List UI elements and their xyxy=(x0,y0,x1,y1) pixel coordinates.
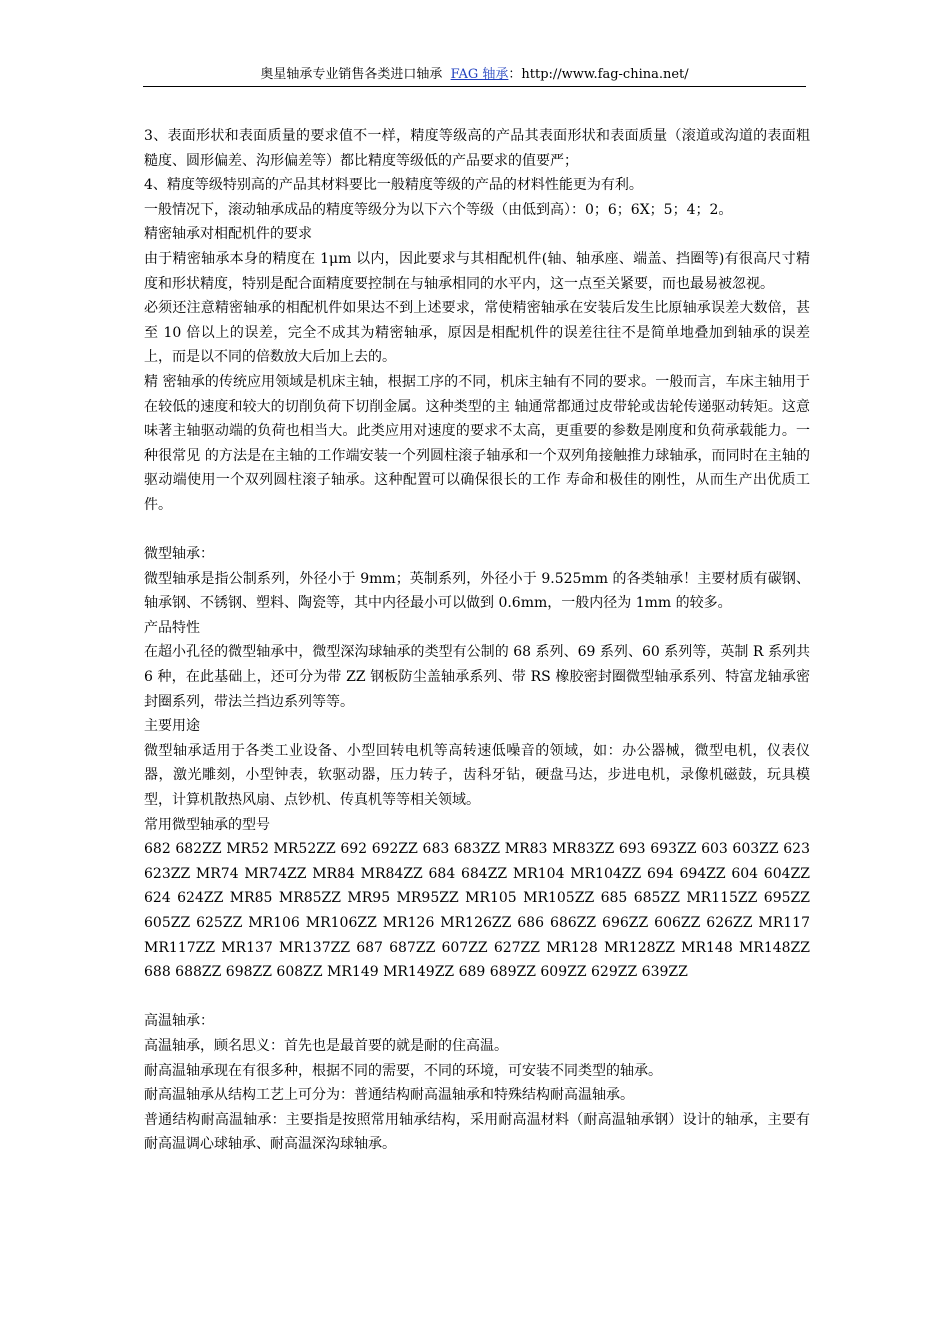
blank-line xyxy=(144,985,810,1010)
header-divider xyxy=(143,86,806,87)
blank-line xyxy=(144,518,810,543)
paragraph-high-temp-types: 耐高温轴承现在有很多种，根据不同的需要，不同的环境，可安装不同类型的轴承。 xyxy=(144,1062,662,1079)
paragraph-model-list: 682 682ZZ MR52 MR52ZZ 692 692ZZ 683 683ZZ MR83 MR83ZZ 693 693ZZ 603 603ZZ 623 623ZZ MR74 MR74ZZ MR84 MR84ZZ 684 684ZZ MR104 MR104ZZ 694 694ZZ 604 604ZZ 624 624ZZ MR85 MR85ZZ MR95 MR95ZZ MR105 MR105ZZ 685 685ZZ MR115ZZ 695ZZ 605ZZ 625ZZ MR106 MR106ZZ MR126 MR126ZZ 686 686ZZ 696ZZ 606ZZ 626ZZ MR117 MR117ZZ MR137 MR137ZZ 687 687ZZ 607ZZ 627ZZ MR128 MR128ZZ MR148 MR148ZZ 688 688ZZ 698ZZ 608ZZ MR149 MR149ZZ 689 689ZZ 609ZZ 629ZZ 639ZZ xyxy=(144,841,810,981)
page-header xyxy=(143,66,806,86)
paragraph-machine-spindle: 精 密轴承的传统应用领域是机床主轴，根据工序的不同，机床主轴有不同的要求。一般而言，车床主轴用于在较低的速度和较大的切削负荷下切削金属。这种类型的主 轴通常都通过皮带轮或齿轮传递驱动转矩。这意味著主轴驱动端的负荷也相当大。此类应用对速度的要求不太高，更重要的参数是刚度和负荷承载能力。一种很常见 的方法是在主轴的工作端安装一个列圆柱滚子轴承和一个双列角接触推力球轴承，而同时在主轴的驱动端使用一个双列圆柱滚子轴承。这种配置可以确保很长的工作 寿命和极佳的刚性，从而生产出优质工件。 xyxy=(144,373,810,513)
header-text: 奥星轴承专业销售各类进口轴承 xyxy=(260,67,443,82)
section-heading-mating-parts: 精密轴承对相配机件的要求 xyxy=(144,226,312,243)
paragraph-material-performance: 4、精度等级特别高的产品其材料要比一般精度等级的产品的材料性能更为有利。 xyxy=(144,177,643,194)
paragraph-main-uses: 微型轴承适用于各类工业设备、小型回转电机等高转速低噪音的领域，如：办公器械，微型电机，仪表仪器，激光雕刻，小型钟表，软驱动器，压力转子，齿科牙钻，硬盘马达，步进电机，录像机磁鼓，玩具模型，计算机散热风扇、点钞机、传真机等等相关领域。 xyxy=(144,742,810,809)
paragraph-mating-error: 必须还注意精密轴承的相配机件如果达不到上述要求，常使精密轴承在安装后发生比原轴承误差大数倍，甚至 10 倍以上的误差，完全不成其为精密轴承，原因是相配机件的误差往往不是简单地叠加到轴承的误差上，而是以不同的倍数放大后加上去的。 xyxy=(144,300,810,366)
paragraph-high-temp-structure: 耐高温轴承从结构工艺上可分为：普通结构耐高温轴承和特殊结构耐高温轴承。 xyxy=(144,1087,634,1104)
paragraph-precision-grades: 一般情况下，滚动轴承成品的精度等级分为以下六个等级（由低到高）：0；6；6X；5；4；2。 xyxy=(144,201,733,218)
paragraph-miniature-definition: 微型轴承是指公制系列，外径小于 9mm；英制系列，外径小于 9.525mm 的各类轴承！主要材质有碳钢、轴承钢、不锈钢、塑料、陶瓷等，其中内径最小可以做到 0.6mm，一般内径为 1mm 的较多。 xyxy=(144,570,810,612)
paragraph-surface-quality: 3、表面形状和表面质量的要求值不一样，精度等级高的产品其表面形状和表面质量（滚道或沟道的表面粗糙度、圆形偏差、沟形偏差等）都比精度等级低的产品要求的值要严； xyxy=(144,128,810,169)
header-url: ：http://www.fag-china.net/ xyxy=(508,67,689,82)
paragraph-high-temp-normal: 普通结构耐高温轴承：主要指是按照常用轴承结构，采用耐高温材料（耐高温轴承钢）设计的轴承，主要有耐高温调心球轴承、耐高温深沟球轴承。 xyxy=(144,1111,810,1153)
section-heading-miniature-bearings: 微型轴承： xyxy=(144,546,214,563)
section-heading-common-models: 常用微型轴承的型号 xyxy=(144,816,270,833)
header-link-fag-bearing[interactable]: FAG 轴承 xyxy=(450,67,509,82)
section-heading-high-temp-bearings: 高温轴承： xyxy=(144,1013,214,1030)
paragraph-mating-accuracy: 由于精密轴承本身的精度在 1μm 以内，因此要求与其相配机件(轴、轴承座、端盖、挡圈等)有很高尺寸精度和形状精度，特别是配合面精度要控制在与轴承相同的水平内，这一点至关紧要，而也最易被忽视。 xyxy=(144,250,810,292)
paragraph-high-temp-intro: 高温轴承，顾名思义：首先也是最首要的就是耐的住高温。 xyxy=(144,1037,508,1054)
paragraph-product-features: 在超小孔径的微型轴承中，微型深沟球轴承的类型有公制的 68 系列、69 系列、60 系列等，英制 R 系列共 6 种，在此基础上，还可分为带 ZZ 钢板防尘盖轴承系列、带 RS 橡胶密封圈微型轴承系列、特富龙轴承密封圈系列，带法兰挡边系列等等。 xyxy=(144,644,810,710)
document-body xyxy=(144,124,810,1157)
section-heading-product-features: 产品特性 xyxy=(144,619,200,636)
section-heading-main-uses: 主要用途 xyxy=(144,718,200,735)
